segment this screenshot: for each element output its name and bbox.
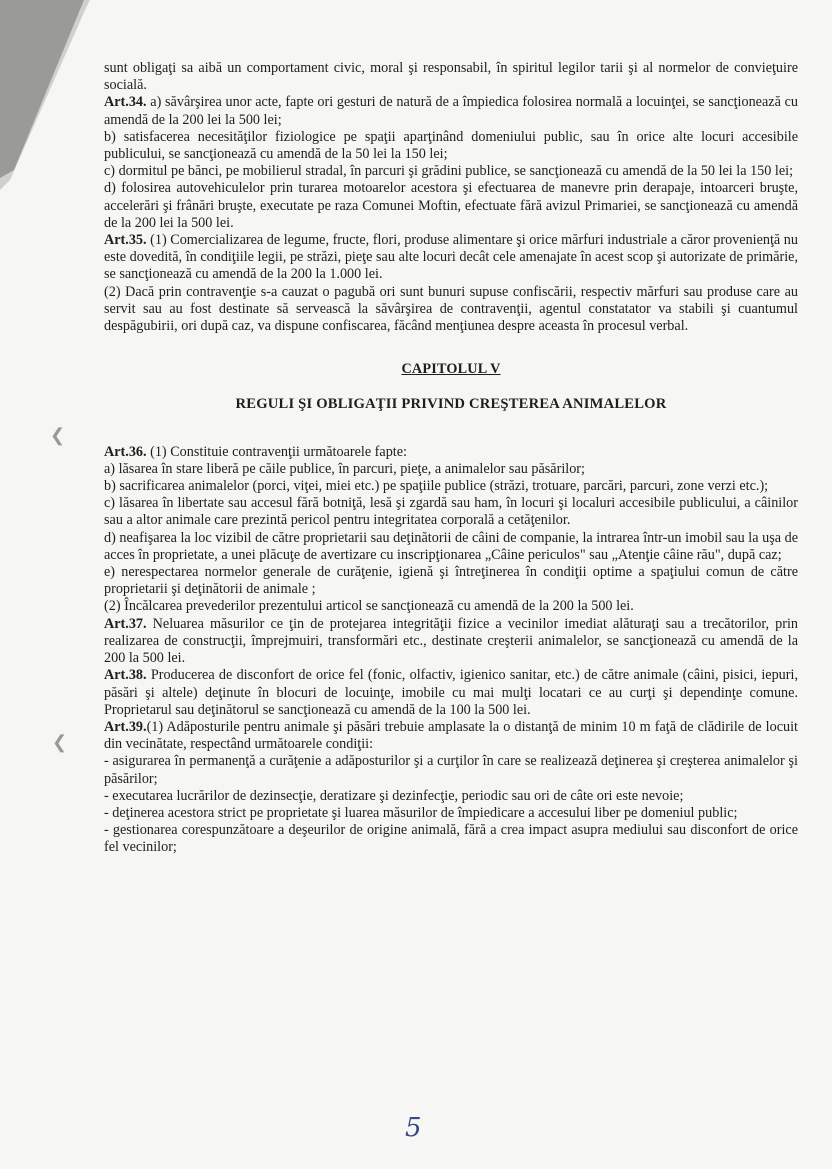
paragraph-text: Neluarea măsurilor ce ţin de protejarea integrităţii fizice a vecinilor imediat alăturaţi sau a trecătorilor, prin realizarea de construcţii, împrejmuiri, transformări etc., destinate creşterii animalelor, se sancţionează cu amendă de la 200 la 500 lei. bbox=[104, 615, 798, 667]
paragraph bbox=[104, 822, 798, 856]
punch-hole-mark: ❮ bbox=[52, 732, 68, 752]
paragraph bbox=[104, 94, 798, 128]
paragraph bbox=[104, 180, 798, 232]
chapter-title: REGULI ŞI OBLIGAŢII PRIVIND CREŞTEREA ANIMALELOR bbox=[235, 396, 667, 413]
paragraph-text: - gestionarea corespunzătoare a deşeurilor de origine animală, fără a crea impact asupra mediului sau disconfort de orice fel vecinilor; bbox=[104, 822, 798, 856]
paragraph bbox=[104, 616, 798, 668]
paragraph bbox=[104, 444, 798, 461]
paragraph bbox=[104, 129, 798, 163]
paragraph-text: a) săvârşirea unor acte, fapte ori gesturi de natură de a împiedica folosirea normală a locuinţei, se sancţionează cu amendă de la 200 lei la 500 lei; bbox=[104, 94, 798, 128]
article-number: Art.36. bbox=[104, 443, 147, 460]
paragraph bbox=[104, 60, 798, 94]
paragraph-text: c) dormitul pe bănci, pe mobilierul stradal, în parcuri şi grădini publice, se sancţionează cu amendă de la 50 lei la 150 lei; bbox=[104, 163, 794, 180]
paragraph-text: (2) Dacă prin contravenţie s-a cauzat o pagubă ori sunt bunuri supuse confiscării, respectiv mărfuri sau produse care au servit sau au fost destinate să servească la săvârşirea de contravenţii, agentul constatator va stabili şi cuantumul despăgubirii, ori după caz, va dispune confiscarea, făcând menţiunea despre aceasta în procesul verbal. bbox=[104, 283, 798, 335]
document-body bbox=[104, 60, 798, 857]
paragraph-text: (2) Încălcarea prevederilor prezentului articol se sancţionează cu amendă de la 200 la 500 lei. bbox=[104, 598, 634, 615]
paragraph bbox=[104, 788, 798, 805]
article-number: Art.38. bbox=[104, 667, 147, 684]
paragraph bbox=[104, 598, 798, 615]
paragraph bbox=[104, 805, 798, 822]
paragraph bbox=[104, 461, 798, 478]
paragraph-text: b) satisfacerea necesităţilor fiziologice pe spaţii aparţinând domeniului public, sau în orice alte locuri accesibile publicului, se sancţionează cu amendă de la 50 lei la 150 lei; bbox=[104, 128, 798, 163]
paragraph bbox=[104, 163, 798, 180]
paragraph-text: a) lăsarea în stare liberă pe căile publice, în parcuri, pieţe, a animalelor sau păsărilor; bbox=[104, 460, 585, 477]
article-number: Art.37. bbox=[104, 615, 147, 632]
paragraph-text: e) nerespectarea normelor generale de curăţenie, igienă şi întreţinerea în condiţii optime a spaţiului comun de către proprietarii şi deţinătorii de animale ; bbox=[104, 564, 798, 598]
paragraph-text: - executarea lucrărilor de dezinsecţie, deratizare şi dezinfecţie, periodic sau ori de câte ori este nevoie; bbox=[104, 787, 684, 804]
paragraph-text: d) neafişarea la loc vizibil de către proprietarii sau deţinătorii de câini de companie, la intrarea într-un imobil sau la uşa de acces în proprietate, a unei plăcuţe de avertizare cu inscripţionarea „Câine periculos" sau „Atenţie câine rău", după caz; bbox=[104, 529, 798, 563]
paragraph-text: b) sacrificarea animalelor (porci, viţei, miei etc.) pe spaţiile publice (străzi, trotuare, parcări, parcuri, zone verzi etc.); bbox=[104, 478, 769, 495]
paragraph bbox=[104, 478, 798, 495]
paragraph-text: - deţinerea acestora strict pe proprietate şi luarea măsurilor de împiedicare a accesului liber pe domeniul public; bbox=[104, 804, 738, 821]
article-number: Art.35. bbox=[104, 232, 147, 249]
paragraph-text: d) folosirea autovehiculelor prin turarea motoarelor acestora şi efectuarea de manevre prin derapaje, intoarceri bruşte, accelerări şi frânări bruşte, executate pe raza Comunei Moftin, efectuate fără avizul Primariei, se sancţionează cu amendă de la 200 lei la 500 lei. bbox=[104, 180, 798, 231]
paragraph-text: (1) Comercializarea de legume, fructe, flori, produse alimentare şi orice mărfuri industriale a căror provenienţă nu este dovedită, în condiţiile legii, pe străzi, pieţe sau alte locuri decât cele amenajate în acest scop şi autorizate de primărie, se sancţionează cu amendă de la 200 la 1.000 lei. bbox=[104, 232, 798, 283]
articles-section-bottom bbox=[104, 444, 798, 857]
paragraph-text: (1) Constituie contravenţii următoarele fapte: bbox=[146, 443, 407, 460]
article-number: Art.34. bbox=[104, 94, 147, 111]
paragraph-text: (1) Adăposturile pentru animale şi păsări trebuie amplasate la o distanţă de minim 10 m faţă de clădirile de locuit din vecinătate, respectând următoarele condiţii: bbox=[104, 718, 798, 753]
scan-corner-shadow bbox=[0, 0, 90, 190]
paragraph-text: Producerea de disconfort de orice fel (fonic, olfactiv, igienico sanitar, etc.) de către animale (câini, pisici, iepuri, păsări şi altele) deţinute în blocuri de locuinţe, imobile cu mai mulţi locatari ce au curţi şi dependinţe comune. Proprietarul sau deţinătorul se sancţionează cu amendă de la 100 la 500 lei. bbox=[104, 667, 798, 718]
paragraph bbox=[104, 564, 798, 598]
paragraph bbox=[104, 753, 798, 787]
paragraph bbox=[104, 530, 798, 564]
paragraph bbox=[104, 667, 798, 719]
paragraph-text: - asigurarea în permanenţă a curăţenie a adăposturilor şi a curţilor în care se realizează deţinerea şi creşterea animalelor şi păsărilor; bbox=[104, 753, 798, 787]
chapter-heading: CAPITOLUL V bbox=[401, 361, 501, 378]
paragraph bbox=[104, 495, 798, 529]
paragraph-text: sunt obligaţi sa aibă un comportament civic, moral şi responsabil, în spiritul legilor tarii şi al normelor de convieţuire socială. bbox=[104, 60, 798, 94]
paragraph bbox=[104, 232, 798, 284]
handwritten-page-number: 5 bbox=[405, 1113, 422, 1143]
paragraph bbox=[104, 719, 798, 753]
articles-section-top bbox=[104, 60, 798, 335]
paragraph-text: c) lăsarea în libertate sau accesul fără botniţă, lesă şi zgardă sau ham, în locuri şi localuri accesibile publicului, a câinilor sau a altor animale care prezintă pericol pentru integritatea corporală a cetăţenilor. bbox=[104, 495, 798, 529]
article-number: Art.39. bbox=[104, 718, 147, 735]
paragraph bbox=[104, 284, 798, 336]
punch-hole-mark: ❮ bbox=[50, 425, 66, 445]
